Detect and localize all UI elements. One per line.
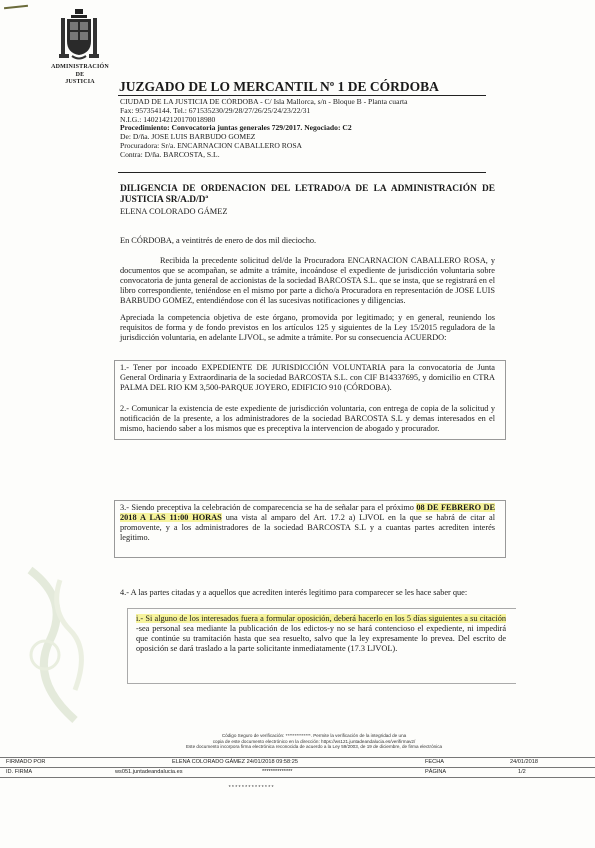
court-title: JUZGADO DE LO MERCANTIL Nº 1 DE CÓRDOBA [119, 79, 439, 94]
signature-id-label: ID. FIRMA [6, 769, 33, 775]
signed-by-value: ELENA COLORADO GÁMEZ 24/01/2018 09:58:25 [172, 759, 298, 765]
procedure: Procedimiento: Convocatoria juntas generales 729/2017. Negociado: C2 [120, 124, 352, 133]
paragraph-3: 1.- Tener por incoado EXPEDIENTE DE JURISDICCIÓN VOLUNTARIA para la convocatoria de Junta General Ordinaria y Extraordinaria de la sociedad BARCOSTA S.L. con CIF B14337695, y domicilio en CTRA PALMA DEL RIO KM 3,500-PARQUE JOYERO, EDIFICIO 910 (CÓRDOBA). [120, 363, 495, 392]
paragraph-1: Recibida la precedente solicitud del/de la Procuradora ENCARNACION CABALLERO ROSA, y documentos que se acompañan, se admite a trámite, incoándose el expediente de jurisdicción voluntaria sobre convocatoria de junta general de accionistas de la sociedad BARCOSTA S.L. que se insta, que se registrará en el libro correspondiente, teniéndose en el mismo por parte a dicho/a Procuradora en representación de JOSE LUIS BARBUDO GOMEZ, entendiéndose con él las sucesivas notificaciones y diligencias. [120, 256, 495, 305]
plaintiff: De: D/ña. JOSE LUIS BARBUDO GOMEZ [120, 133, 256, 142]
signed-by-label: FIRMADO POR [6, 759, 46, 765]
title-divider [118, 95, 486, 96]
signature-id-code: ************** [262, 769, 293, 775]
signature-host: ws051.juntadeandalucia.es [115, 769, 183, 775]
defendant: Contra: D/ña. BARCOSTA, S.L. [120, 150, 220, 159]
date-label: FECHA [425, 759, 444, 765]
paragraph-4: 2.- Comunicar la existencia de este expediente de jurisdicción voluntaria, con entrega de copia de la solicitud y notificación de la presente, a los administradores de la sociedad BARCOSTA S.L y demas interesados en el mismo, haciendo saber a los mismos que es preceptiva la intervencion de abogado y procurador. [120, 404, 495, 433]
paragraph-6: 4.- A las partes citadas y a aquellos que acrediten interés legitimo para comparecer se les hace saber que: [120, 588, 468, 597]
paragraph-2: Apreciada la competencia objetiva de este órgano, promovida por legitimado; y en general, reuniendo los requisitos de forma y de fondo previstos en los artículos 125 y siguientes de la Ley 15/2015 reguladora de la jurisdicción voluntaria, en adelante LJVOL, se admite a trámite. Por su consecuencia ACUERDO: [120, 313, 495, 342]
case-header [120, 98, 495, 160]
verification-line3: Este documento incorpora firma electrónica reconocida de acuerdo a la Ley 59/2003, de 19 de diciembre, de firma electrónica [185, 744, 443, 750]
p7-rest: -sea personal sea mediante la publicación de los edictos-y no se hará contencioso el expediente, ni impedirá que continúe su tramitación hasta que sea resuelto, salvo que la ley expresamente lo prevea. Del escrito de oposición se dará traslado a la parte solicitante inmediatamente (17.3 LJVOL). [136, 624, 506, 653]
bottom-verification-code: ************** [228, 784, 275, 791]
diligencia-title: DILIGENCIA DE ORDENACION DEL LETRADO/A DE LA ADMINISTRACIÓN DE JUSTICIA SR/A.D/Dª [120, 184, 495, 205]
signature-row-2 [0, 767, 595, 778]
p5-intro: 3.- Siendo preceptiva la celebración de comparecencia se ha de señalar para el próximo [120, 503, 417, 512]
letrada-name: ELENA COLORADO GÁMEZ [120, 207, 228, 216]
nig-number: N.I.G.: 1402142120170018980 [120, 115, 216, 124]
admin-label-line2: DE [75, 71, 85, 78]
administration-label [44, 64, 116, 87]
header-divider [118, 172, 486, 173]
court-address: CIUDAD DE LA JUSTICIA DE CÓRDOBA - C/ Isla Mallorca, s/n - Bloque B - Planta cuarta [120, 98, 408, 106]
p5-rest: una vista al amparo del Art. 17.2 a) LJVOL en la que se habrá de citar al promovente, y a los administradores de la sociedad BARCOSTA S.L y a cuantas partes acrediten interés legitimo. [120, 513, 495, 542]
verification-note [114, 733, 514, 750]
date-value: 24/01/2018 [510, 759, 538, 765]
pen-stroke-mark [4, 5, 28, 9]
admin-label-line1: ADMINISTRACIÓN [51, 64, 109, 70]
verification-line2: copia de este documento electrónico en la dirección: https://ws121.juntadeandalucia.es/verifirmav2/ [212, 738, 416, 744]
page-label: PÁGINA [425, 769, 447, 775]
fax-tel: Fax: 957354144. Tel.: 671535230/29/28/27/26/25/24/23/22/31 [120, 106, 311, 115]
diligencia-heading [120, 184, 495, 217]
paragraph-5 [120, 503, 495, 543]
signature-row-1 [0, 757, 595, 767]
paragraph-7 [136, 614, 506, 654]
place-date: En CÓRDOBA, a veintitrés de enero de dos mil dieciocho. [120, 236, 317, 245]
page-value: 1/2 [518, 769, 526, 775]
coat-of-arms-icon [58, 8, 100, 62]
admin-label-line3: JUSTICIA [65, 79, 95, 85]
watermark-emblem [10, 560, 100, 730]
opposition-deadline: i.- Si alguno de los interesados fuera a formular oposición, deberá hacerlo en los 5 días siguientes a su citación [136, 614, 506, 623]
procuradora: Procuradora: Sr/a. ENCARNACION CABALLERO ROSA [120, 141, 303, 150]
hearing-date: 08 DE FEBRERO DE 2018 A LAS 11:00 HORAS [120, 503, 495, 522]
verification-line1: Código Seguro de verificación: **************. Permite la verificación de la integridad de una [221, 733, 407, 738]
